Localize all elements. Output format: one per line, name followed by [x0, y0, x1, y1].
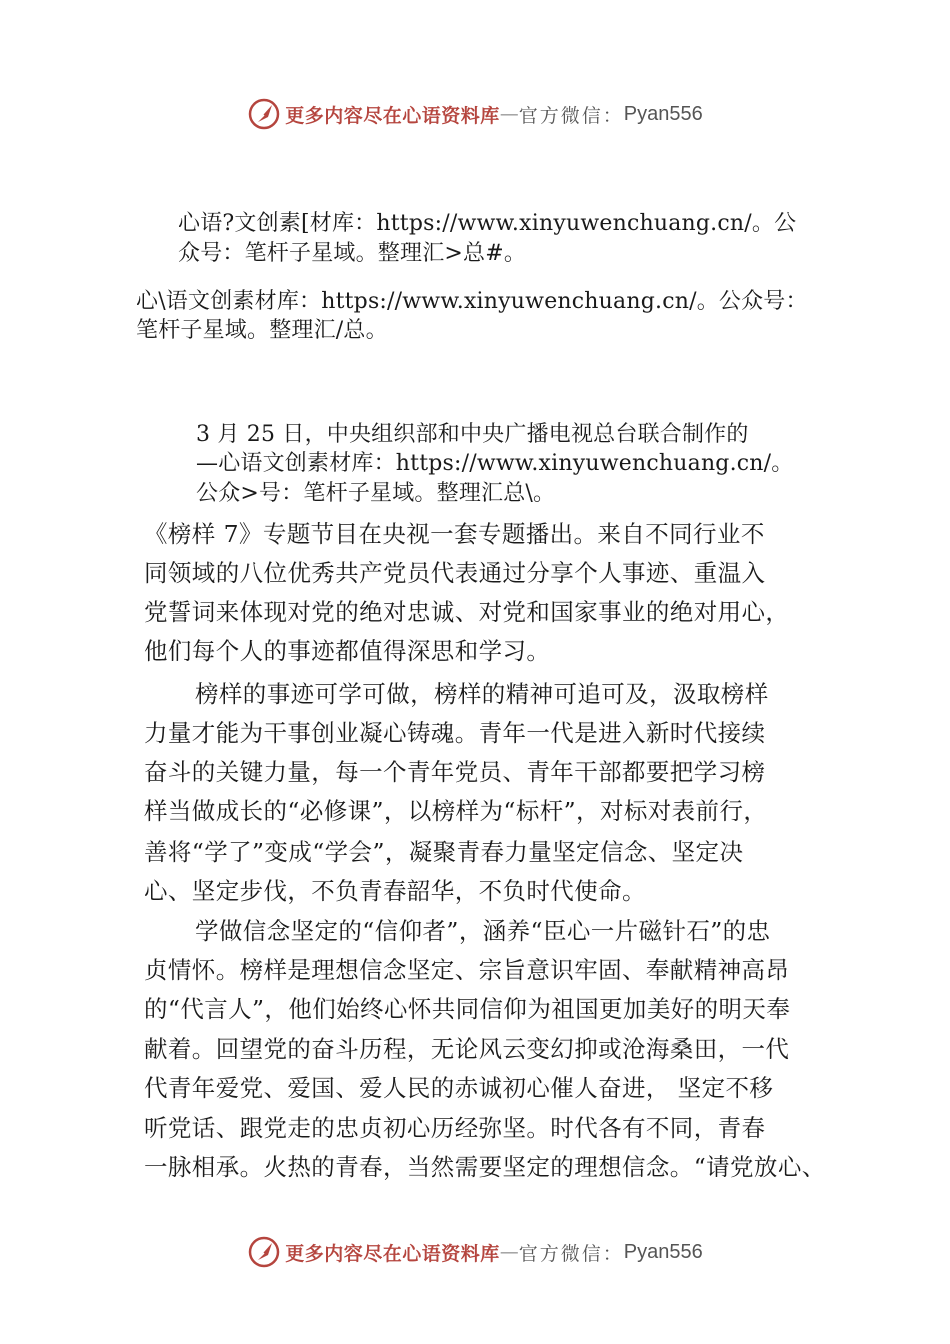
body-line: 同领域的八位优秀共产党员代表通过分享个人事迹、重温入 — [144, 559, 766, 587]
footer-banner — [0, 1232, 950, 1272]
source-line: —心语文创素材库：https://www.xinyuwenchuang.cn/。 — [196, 451, 794, 476]
banner-dash: — — [499, 1241, 519, 1263]
banner-wechat-id: Pyan556 — [623, 1240, 703, 1263]
body-line: 贞情怀。榜样是理想信念坚定、宗旨意识牢固、奉献精神高昂 — [144, 956, 790, 984]
source-line: 心语?文创素[材库：https://www.xinyuwenchuang.cn/。公 — [178, 211, 797, 236]
body-line: 代青年爱党、爱国、爱人民的赤诚初心催人奋进， 坚定不移 — [144, 1074, 774, 1102]
quill-logo-icon — [247, 97, 281, 131]
banner-dash: — — [499, 103, 519, 125]
source-line: 公众>号：笔杆子星域。整理汇总\。 — [196, 481, 556, 506]
source-line: 心\语文创素材库：https://www.xinyuwenchuang.cn/。公众号： — [136, 289, 808, 314]
body-line: 力量才能为干事创业凝心铸魂。青年一代是进入新时代接续 — [144, 719, 766, 747]
body-line: 的“代言人”，他们始终心怀共同信仰为祖国更加美好的明天奉 — [144, 995, 791, 1023]
banner-wechat-label: 官方微信： — [518, 1242, 624, 1265]
header-banner — [0, 94, 950, 134]
body-line: 榜样的事迹可学可做，榜样的精神可追可及，汲取榜样 — [195, 680, 769, 708]
banner-main-text: 更多内容尽在心语资料库 — [285, 104, 500, 127]
banner-wechat-id: Pyan556 — [623, 102, 703, 125]
body-line: 善将“学了”变成“学会”，凝聚青春力量坚定信念、坚定决 — [144, 838, 744, 866]
body-line: 《榜样 7》专题节目在央视一套专题播出。来自不同行业不 — [144, 520, 765, 548]
source-line: 笔杆子星域。整理汇/总。 — [136, 318, 388, 343]
body-line: 听党话、跟党走的忠贞初心历经弥坚。时代各有不同，青春 — [144, 1114, 766, 1142]
banner-main-text: 更多内容尽在心语资料库 — [285, 1242, 500, 1265]
source-line: 3 月 25 日，中央组织部和中央广播电视总台联合制作的 — [196, 422, 749, 447]
body-line: 样当做成长的“必修课”，以榜样为“标杆”，对标对表前行， — [144, 797, 768, 825]
body-line: 奋斗的关键力量，每一个青年党员、青年干部都要把学习榜 — [144, 758, 766, 786]
body-line: 他们每个人的事迹都值得深思和学习。 — [144, 637, 551, 665]
body-line: 党誓词来体现对党的绝对忠诚、对党和国家事业的绝对用心， — [144, 598, 790, 626]
body-line: 献着。回望党的奋斗历程，无论风云变幻抑或沧海桑田，一代 — [144, 1035, 790, 1063]
source-line: 众号：笔杆子星域。整理汇>总#。 — [178, 241, 527, 266]
body-line: 学做信念坚定的“信仰者”，涵养“臣心一片磁针石”的忠 — [195, 917, 771, 945]
quill-logo-icon — [247, 1235, 281, 1269]
banner-wechat-label: 官方微信： — [518, 104, 624, 127]
body-line: 一脉相承。火热的青春，当然需要坚定的理想信念。“请党放心、 — [144, 1153, 826, 1181]
body-line: 心、坚定步伐，不负青春韶华，不负时代使命。 — [144, 877, 646, 905]
